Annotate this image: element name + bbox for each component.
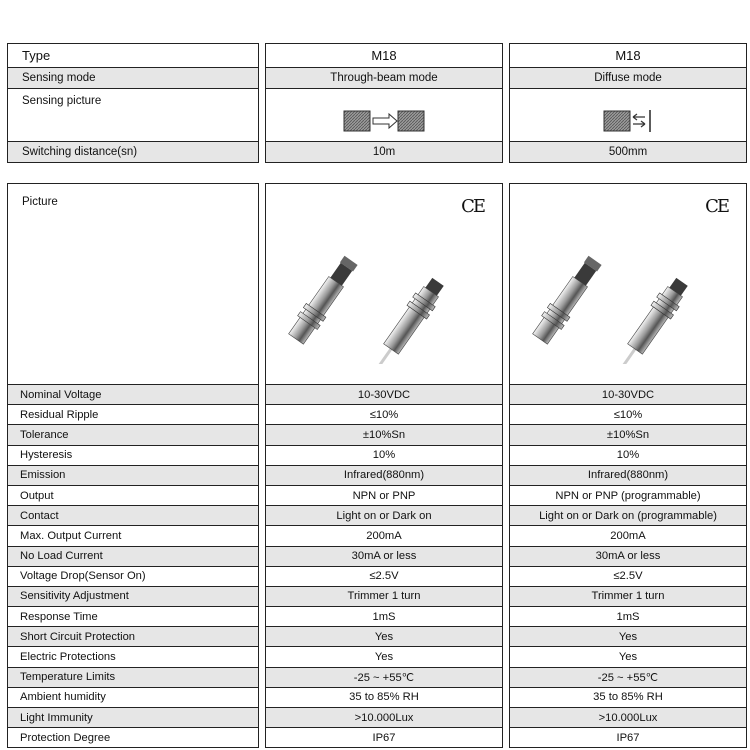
table-row [8,546,747,566]
switching-distance-col2: 500mm [510,142,747,163]
spec-label: Short Circuit Protection [8,627,259,647]
spec-label: Hysteresis [8,445,259,465]
spec-value-col2: NPN or PNP (programmable) [510,485,747,505]
through-beam-diagram-icon [266,89,503,142]
spec-value-col1: ±10%Sn [266,425,503,445]
spec-value-col1: ≤2.5V [266,566,503,586]
spec-value-col1: Yes [266,627,503,647]
spec-value-col1: 10% [266,445,503,465]
table-row [8,405,747,425]
table-row [8,586,747,606]
ce-mark-icon: CE [461,196,484,217]
sensing-mode-col1: Through-beam mode [266,68,503,89]
diffuse-diagram-icon [510,89,747,142]
spec-label: Emission [8,465,259,485]
model-col2: M18 [510,44,747,68]
spec-label: Voltage Drop(Sensor On) [8,566,259,586]
spec-label: Electric Protections [8,647,259,667]
spec-label: Response Time [8,607,259,627]
spec-label: Sensitivity Adjustment [8,586,259,606]
spec-value-col1: Trimmer 1 turn [266,586,503,606]
switching-distance-label: Switching distance(sn) [8,142,259,163]
spec-value-col1: Light on or Dark on [266,506,503,526]
spec-value-col1: 10-30VDC [266,385,503,405]
sensing-picture-label: Sensing picture [8,89,259,142]
spec-label: Tolerance [8,425,259,445]
spec-value-col1: NPN or PNP [266,485,503,505]
table-row [8,385,747,405]
spec-value-col2: ±10%Sn [510,425,747,445]
spec-value-col2: Infrared(880nm) [510,465,747,485]
type-label: Type [8,44,259,68]
spec-label: Output [8,485,259,505]
table-row [8,667,747,687]
spec-value-col2: 35 to 85% RH [510,687,747,707]
sensing-mode-label: Sensing mode [8,68,259,89]
switching-distance-col1: 10m [266,142,503,163]
sensing-mode-col2: Diffuse mode [510,68,747,89]
spec-label: Nominal Voltage [8,385,259,405]
spec-label: Max. Output Current [8,526,259,546]
spec-label: Temperature Limits [8,667,259,687]
spec-label: Ambient humidity [8,687,259,707]
spec-label: Light Immunity [8,708,259,728]
spec-value-col1: 1mS [266,607,503,627]
product-picture-col1 [266,184,503,385]
spec-value-col2: 1mS [510,607,747,627]
table-row [8,647,747,667]
table-row [8,465,747,485]
spec-rows [8,385,747,748]
spec-value-col2: -25 ~ +55℃ [510,667,747,687]
cylindrical-sensor-icon [530,254,730,364]
spec-value-col1: >10.000Lux [266,708,503,728]
table-row [8,627,747,647]
spec-value-col2: 30mA or less [510,546,747,566]
ce-mark-icon: CE [705,196,728,217]
table-row [8,687,747,707]
spec-value-col1: Yes [266,647,503,667]
table-row [8,425,747,445]
spec-value-col2: 10% [510,445,747,465]
picture-label: Picture [22,196,58,208]
cylindrical-sensor-icon [286,254,486,364]
spec-value-col2: 10-30VDC [510,385,747,405]
spec-value-col1: 30mA or less [266,546,503,566]
spec-label: Protection Degree [8,728,259,748]
table-row [8,526,747,546]
product-picture-col2 [510,184,747,385]
spec-value-col2: Light on or Dark on (programmable) [510,506,747,526]
table-row [8,506,747,526]
table-row [8,728,747,748]
model-col1: M18 [266,44,503,68]
spec-value-col1: ≤10% [266,405,503,425]
spec-value-col2: IP67 [510,728,747,748]
table-row [8,445,747,465]
table-row [8,566,747,586]
spec-value-col2: Trimmer 1 turn [510,586,747,606]
spec-value-col2: Yes [510,647,747,667]
table-row [8,485,747,505]
spec-value-col1: IP67 [266,728,503,748]
spec-label: Residual Ripple [8,405,259,425]
spec-value-col2: 200mA [510,526,747,546]
spec-value-col2: ≤10% [510,405,747,425]
spec-label: No Load Current [8,546,259,566]
spec-value-col1: -25 ~ +55℃ [266,667,503,687]
spec-header-table [7,43,747,163]
table-row [8,708,747,728]
table-row [8,607,747,627]
spec-value-col2: Yes [510,627,747,647]
spec-value-col1: 200mA [266,526,503,546]
picture-label-cell [8,184,259,385]
spec-value-col1: 35 to 85% RH [266,687,503,707]
spec-label: Contact [8,506,259,526]
spec-value-col2: >10.000Lux [510,708,747,728]
spec-detail-table [7,183,747,748]
spec-value-col1: Infrared(880nm) [266,465,503,485]
spec-value-col2: ≤2.5V [510,566,747,586]
